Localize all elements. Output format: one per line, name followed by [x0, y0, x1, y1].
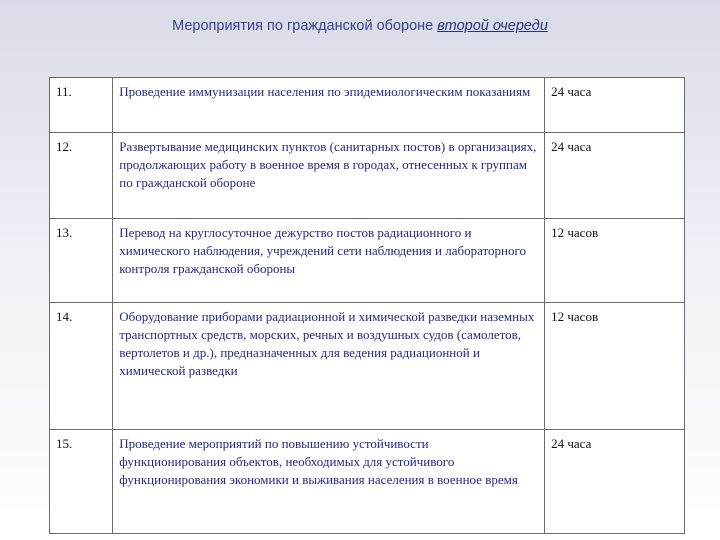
- table-row: [50, 78, 685, 133]
- table-row: [50, 430, 685, 534]
- row-description: Проведение иммунизации населения по эпидемиологическим показаниям: [113, 78, 545, 133]
- row-time: 24 часа: [545, 78, 685, 133]
- events-table: [49, 77, 685, 534]
- row-description: Оборудование приборами радиационной и химической разведки наземных транспортных средств, морских, речных и воздушных судов (самолетов, вертолетов и др.), предназначенных для ведения радиационной и химической разведки: [113, 303, 545, 430]
- title-prefix: Мероприятия по гражданской обороне: [172, 18, 438, 34]
- row-description: Развертывание медицинских пунктов (санитарных постов) в организациях, продолжающих работу в военное время в городах, отнесенных к группам по гражданской обороне: [113, 133, 545, 219]
- row-number: 15.: [50, 430, 113, 534]
- row-time: 24 часа: [545, 430, 685, 534]
- row-number: 14.: [50, 303, 113, 430]
- row-time: 12 часов: [545, 219, 685, 303]
- row-description: Перевод на круглосуточное дежурство постов радиационного и химического наблюдения, учреждений сети наблюдения и лабораторного контроля гражданской обороны: [113, 219, 545, 303]
- table-row: [50, 133, 685, 219]
- page-title: [0, 18, 720, 34]
- table-row: [50, 303, 685, 430]
- table-row: [50, 219, 685, 303]
- title-emphasis: второй очереди: [437, 18, 548, 34]
- row-number: 13.: [50, 219, 113, 303]
- row-time: 24 часа: [545, 133, 685, 219]
- row-number: 11.: [50, 78, 113, 133]
- row-number: 12.: [50, 133, 113, 219]
- row-time: 12 часов: [545, 303, 685, 430]
- row-description: Проведение мероприятий по повышению устойчивости функционирования объектов, необходимых для устойчивого функционирования экономики и выживания населения в военное время: [113, 430, 545, 534]
